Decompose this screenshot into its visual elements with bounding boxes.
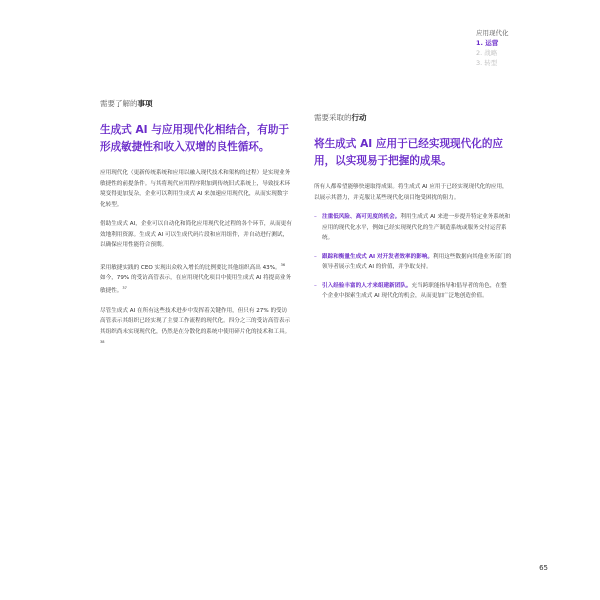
dash-marker: – [314, 253, 317, 260]
right-kicker-bold: 行动 [351, 113, 367, 122]
right-kicker-prefix: 需要采取的 [314, 113, 352, 122]
bullet-highlight: 跟踪和衡量生成式 AI 对开发者效率的影响。 [322, 253, 433, 260]
footnote-ref-36[interactable]: 36 [280, 262, 286, 267]
nav-title: 应用现代化 [476, 29, 509, 37]
right-column [314, 112, 512, 310]
left-headline: 生成式 AI 与应用现代化相结合，有助于形成敏捷性和收入双增的良性循环。 [100, 124, 290, 153]
right-kicker [314, 112, 512, 123]
footnote-ref-38[interactable]: 38 [100, 340, 105, 345]
left-paragraph-2: 借助生成式 AI，企业可以自动化和简化应用现代化过程的各个环节，从而更有效地利用资源。生成式 AI 可以生成代码片段和应用组件，并自动进行测试，以确保应用性能符合预期。 [100, 221, 292, 248]
nav-item-strategy[interactable]: 2. 战略 [476, 49, 498, 57]
nav-item-operations[interactable]: 1. 运营 [476, 39, 499, 47]
left-paragraph-4 [100, 306, 292, 351]
page-number: 65 [539, 564, 548, 572]
left-paragraph-3a: 采用敏捷实践的 CEO 实现出众收入增长的比例要比其他组织高出 43%。 [100, 264, 281, 271]
left-paragraph-4-text: 尽管生成式 AI 在所有这些技术进步中发挥着关键作用，但只有 27% 的受访高管表示其组织已经实现了主要工作流程的现代化。四分之三的受访高管表示其组织尚未实现现代化，仍然是在分散化的系统中使用碎片化的技术和工具。 [100, 307, 291, 335]
dash-marker: – [314, 282, 317, 289]
list-item [314, 212, 512, 244]
left-column [100, 98, 292, 360]
bullet-text: 利用这些数据向其他业务部门的领导者展示生成式 AI 的价值，并争取支持。 [322, 253, 512, 270]
bullet-highlight: 引入经验丰富的人才来组建新团队。 [322, 282, 412, 289]
left-kicker [100, 98, 292, 109]
dash-marker: – [314, 214, 317, 220]
section-nav [476, 28, 509, 68]
bullet-text: 利用生成式 AI 来进一步提升特定业务系统和应用的现代化水平，例如已经实现现代化的生产制造系统或服务交付运营系统。 [322, 214, 511, 241]
left-kicker-prefix: 需要了解的 [100, 99, 138, 108]
right-intro: 所有人都希望能够快速取得成果。将生成式 AI 应用于已经实现现代化的应用，以展示其潜力，并克服让某些现代化项目饱受困扰的阻力。 [314, 184, 508, 201]
nav-item-transformation[interactable]: 3. 转型 [476, 59, 498, 67]
footnote-ref-37[interactable]: 37 [122, 286, 127, 291]
right-headline: 将生成式 AI 应用于已经实现现代化的应用，以实现易于把握的成果。 [314, 138, 504, 167]
bullet-text: 充当跨职能指导和倡导者的角色，在整个企业中探索生成式 AI 现代化的机会，从而更加广泛地创造价值。 [322, 282, 507, 299]
left-paragraph-1: 应用现代化（更新传统系统和应用以融入现代技术和架构的过程）是实现业务敏捷性的前提条件。与其将现代应用程序附加到传统旧式系统上，导致技术环境变得更加复杂，企业可以利用生成式 AI 来加速应用现代化，从而实现数字化转型。 [100, 170, 291, 208]
left-paragraph-3b: 如今，79% 的受访高管表示，在应用现代化项目中使用生成式 AI 将提高业务敏捷性。 [100, 274, 292, 295]
bullet-highlight: 注重低风险、高可见度的机会。 [322, 214, 401, 220]
list-item [314, 281, 512, 302]
left-paragraph-3 [100, 260, 292, 297]
left-kicker-bold: 事项 [137, 99, 153, 108]
list-item [314, 252, 512, 273]
action-list [314, 212, 512, 302]
